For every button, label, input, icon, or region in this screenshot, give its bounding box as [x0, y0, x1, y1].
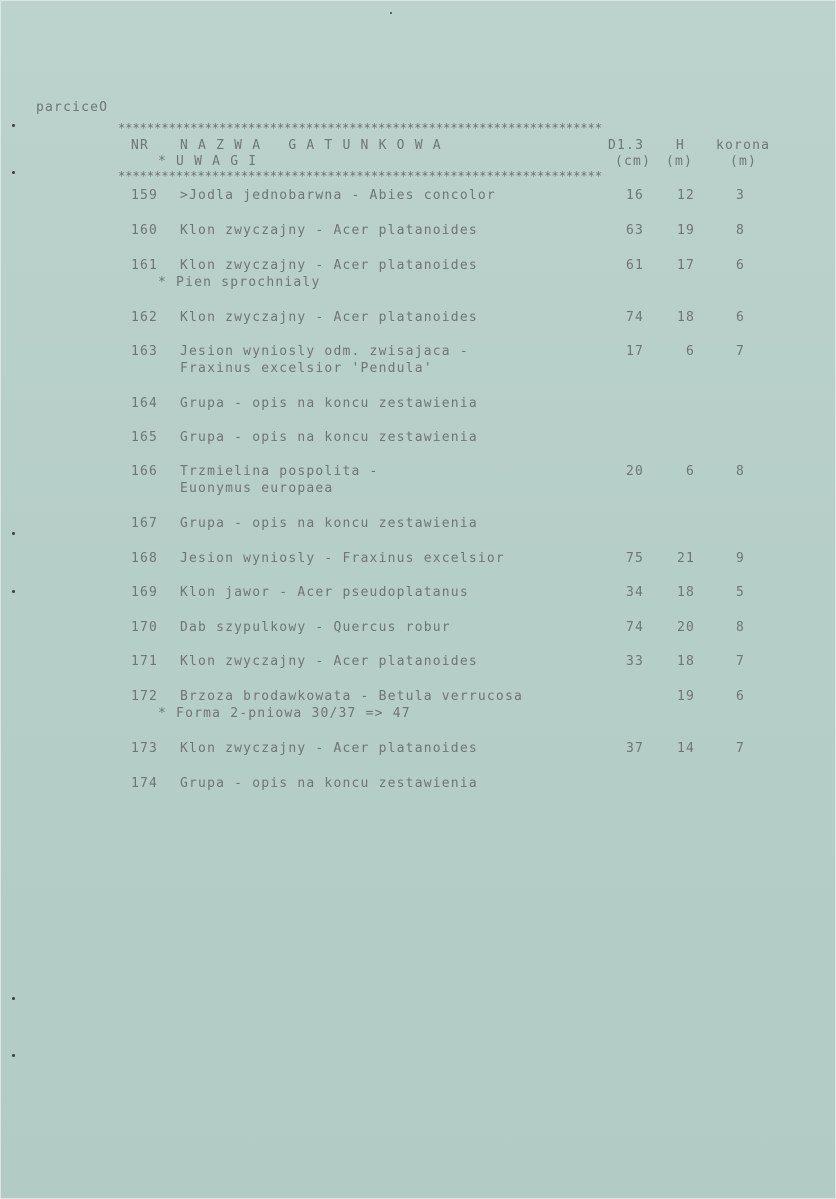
diameter-value: 37: [625, 741, 644, 756]
table-row: [0, 257, 836, 293]
row-number: 168: [131, 551, 159, 566]
crown-value: 8: [735, 464, 745, 479]
table-row: [0, 343, 836, 379]
species-name: >Jodla jednobarwna - Abies concolor: [180, 188, 496, 203]
crown-value: 3: [735, 188, 745, 203]
species-remark: * Pien sprochnialy: [158, 275, 321, 290]
header-top-rule: *******************************************************************: [118, 121, 603, 135]
species-name: Klon zwyczajny - Acer platanoides: [180, 258, 478, 273]
crown-value: 9: [735, 551, 745, 566]
row-number: 166: [131, 464, 159, 479]
table-row: [0, 653, 836, 689]
header-crown-unit: (m): [730, 154, 758, 169]
row-number: 170: [131, 620, 159, 635]
species-name: Grupa - opis na koncu zestawienia: [180, 430, 478, 445]
species-name: Grupa - opis na koncu zestawienia: [180, 396, 478, 411]
crown-value: 8: [735, 620, 745, 635]
table-row: [0, 187, 836, 223]
header-crown: korona: [716, 138, 771, 153]
row-number: 167: [131, 516, 159, 531]
row-number: 163: [131, 344, 159, 359]
crown-value: 6: [735, 310, 745, 325]
diameter-value: 61: [625, 258, 644, 273]
species-name: Klon zwyczajny - Acer platanoides: [180, 654, 478, 669]
row-number: 174: [131, 776, 159, 791]
species-name: Brzoza brodawkowata - Betula verrucosa: [180, 689, 524, 704]
table-row: [0, 584, 836, 620]
height-value: 19: [676, 689, 695, 704]
header-bottom-rule: *******************************************************************: [118, 169, 603, 183]
table-row: [0, 222, 836, 258]
diameter-value: 74: [625, 310, 644, 325]
table-row: [0, 619, 836, 655]
crown-value: 7: [735, 654, 745, 669]
species-name: Trzmielina pospolita -: [180, 464, 379, 479]
scan-speck: [12, 997, 15, 1000]
crown-value: 5: [735, 585, 745, 600]
species-remark: * Forma 2-pniowa 30/37 => 47: [158, 706, 411, 721]
crown-value: 8: [735, 223, 745, 238]
row-number: 159: [131, 188, 159, 203]
scan-speck: [390, 12, 392, 14]
height-value: 18: [676, 310, 695, 325]
row-number: 164: [131, 396, 159, 411]
height-value: 20: [676, 620, 695, 635]
diameter-value: 74: [625, 620, 644, 635]
diameter-value: 33: [625, 654, 644, 669]
species-name: Klon jawor - Acer pseudoplatanus: [180, 585, 469, 600]
scan-speck: [12, 171, 15, 174]
species-name: Klon zwyczajny - Acer platanoides: [180, 223, 478, 238]
table-row: [0, 688, 836, 724]
row-number: 160: [131, 223, 159, 238]
table-row: [0, 395, 836, 431]
height-value: 18: [676, 654, 695, 669]
row-number: 169: [131, 585, 159, 600]
row-number: 162: [131, 310, 159, 325]
species-name: Grupa - opis na koncu zestawienia: [180, 516, 478, 531]
crown-value: 7: [735, 344, 745, 359]
diameter-value: 34: [625, 585, 644, 600]
header-diameter: D1.3: [608, 138, 645, 153]
crown-value: 6: [735, 689, 745, 704]
table-row: [0, 463, 836, 499]
row-number: 161: [131, 258, 159, 273]
diameter-value: 75: [625, 551, 644, 566]
species-name: Jesion wyniosly - Fraxinus excelsior: [180, 551, 505, 566]
diameter-value: 17: [625, 344, 644, 359]
height-value: 21: [676, 551, 695, 566]
species-remark: Fraxinus excelsior 'Pendula': [180, 361, 433, 376]
species-name: Grupa - opis na koncu zestawienia: [180, 776, 478, 791]
crown-value: 7: [735, 741, 745, 756]
height-value: 6: [685, 344, 695, 359]
height-value: 14: [676, 741, 695, 756]
scan-speck: [12, 1054, 15, 1057]
row-number: 172: [131, 689, 159, 704]
diameter-value: 20: [625, 464, 644, 479]
table-row: [0, 740, 836, 776]
diameter-value: 16: [625, 188, 644, 203]
table-row: [0, 550, 836, 586]
height-value: 18: [676, 585, 695, 600]
species-name: Dab szypulkowy - Quercus robur: [180, 620, 451, 635]
species-name: Jesion wyniosly odm. zwisajaca -: [180, 344, 469, 359]
height-value: 6: [685, 464, 695, 479]
file-label: parciceO: [36, 100, 109, 115]
height-value: 12: [676, 188, 695, 203]
crown-value: 6: [735, 258, 745, 273]
height-value: 19: [676, 223, 695, 238]
table-row: [0, 429, 836, 465]
row-number: 173: [131, 741, 159, 756]
scan-speck: [12, 124, 15, 127]
header-diameter-unit: (cm): [615, 154, 652, 169]
row-number: 165: [131, 430, 159, 445]
header-height: H: [676, 138, 686, 153]
row-number: 171: [131, 654, 159, 669]
header-remarks: * U W A G I: [158, 154, 258, 169]
species-name: Klon zwyczajny - Acer platanoides: [180, 310, 478, 325]
header-species-name: N A Z W A G A T U N K O W A: [180, 138, 442, 153]
table-row: [0, 775, 836, 811]
header-nr: NR: [131, 138, 150, 153]
species-remark: Euonymus europaea: [180, 481, 334, 496]
header-height-unit: (m): [666, 154, 694, 169]
table-row: [0, 309, 836, 345]
height-value: 17: [676, 258, 695, 273]
table-row: [0, 515, 836, 551]
species-name: Klon zwyczajny - Acer platanoides: [180, 741, 478, 756]
diameter-value: 63: [625, 223, 644, 238]
